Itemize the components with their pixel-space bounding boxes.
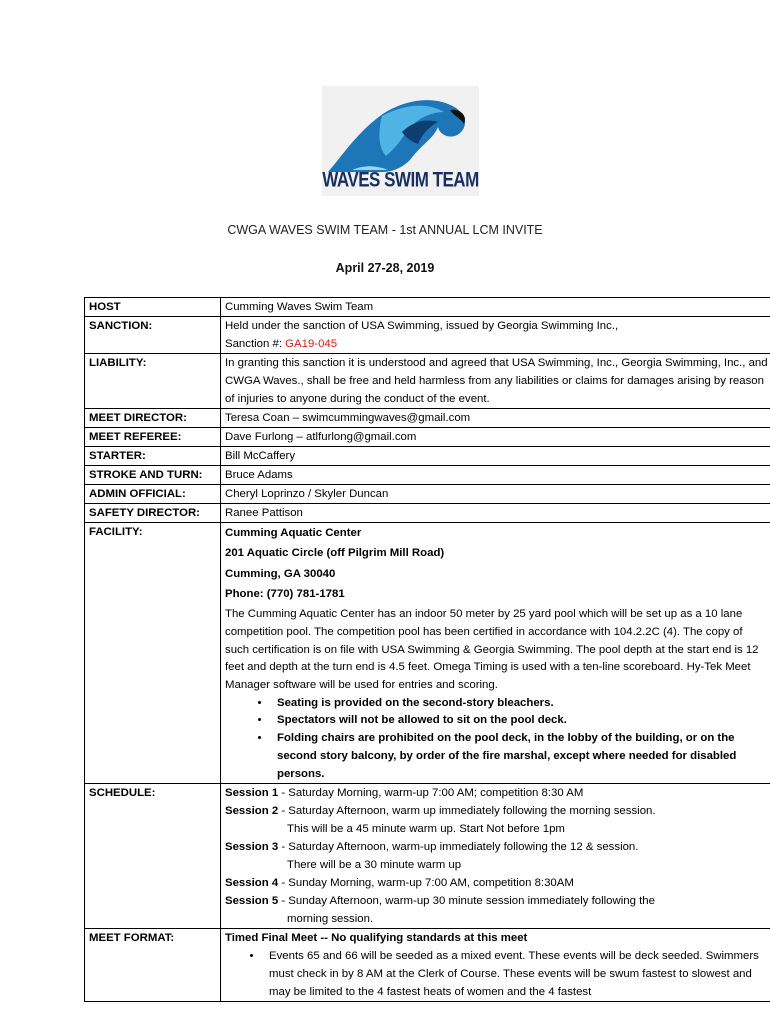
row-host bbox=[85, 298, 770, 317]
session-text: - Sunday Afternoon, warm-up 30 minute session immediately following the bbox=[278, 895, 655, 908]
meet-info-table bbox=[84, 297, 770, 1002]
facility-city: Cumming, GA 30040 bbox=[225, 567, 336, 580]
session-note: morning session. bbox=[287, 913, 374, 926]
meet-format-value bbox=[221, 929, 770, 1002]
host-value: Cumming Waves Swim Team bbox=[221, 298, 770, 317]
sanction-label: SANCTION: bbox=[85, 317, 221, 354]
row-liability bbox=[85, 354, 770, 409]
session-name: Session 4 bbox=[225, 877, 279, 890]
row-meet-director bbox=[85, 409, 770, 428]
session-text: - Sunday Morning, warm-up 7:00 AM, competition 8:30AM bbox=[278, 877, 574, 890]
meet-format-label: MEET FORMAT: bbox=[85, 929, 221, 1002]
liability-value: In granting this sanction it is understood and agreed that USA Swimming, Inc., Georgia Swimming, Inc., and CWGA Waves., shall be free and held harmless from any liabilities or claims for damages arising by reason of injuries to anyone during the conduct of the event. bbox=[221, 354, 770, 409]
session-text: - Saturday Morning, warm-up 7:00 AM; competition 8:30 AM bbox=[278, 787, 584, 800]
facility-bullets bbox=[225, 695, 769, 784]
safety-director-value: Ranee Pattison bbox=[221, 504, 770, 523]
session-name: Session 1 bbox=[225, 787, 279, 800]
facility-phone: Phone: (770) 781-1781 bbox=[225, 587, 345, 600]
meet-dates: April 27-28, 2019 bbox=[335, 261, 435, 275]
sanction-value bbox=[221, 317, 770, 354]
row-schedule bbox=[85, 784, 770, 929]
row-safety-director bbox=[85, 504, 770, 523]
row-meet-referee bbox=[85, 428, 770, 447]
schedule-value bbox=[221, 784, 770, 929]
list-item: • Spectators will not be allowed to sit on the pool deck. bbox=[271, 712, 769, 730]
meet-director-value: Teresa Coan – swimcummingwaves@gmail.com bbox=[221, 409, 770, 428]
document-title: CWGA WAVES SWIM TEAM - 1st ANNUAL LCM INVITE bbox=[227, 223, 543, 237]
row-stroke-turn bbox=[85, 466, 770, 485]
session-5 bbox=[225, 892, 769, 910]
session-note: There will be a 30 minute warm up bbox=[287, 859, 462, 872]
row-sanction bbox=[85, 317, 770, 354]
list-item: • Events 65 and 66 will be seeded as a mixed event. These events will be deck seeded. Swimmers must check in by 8 AM at the Clerk of Course. These events will be swum fastest to slowest and may be limited to the 4 fastest heats of women and the 4 fastest bbox=[263, 947, 769, 1001]
session-name: Session 5 bbox=[225, 895, 279, 908]
admin-official-value: Cheryl Loprinzo / Skyler Duncan bbox=[221, 485, 770, 504]
row-starter bbox=[85, 447, 770, 466]
meet-format-heading: Timed Final Meet -- No qualifying standards at this meet bbox=[225, 932, 528, 945]
session-name: Session 2 bbox=[225, 805, 279, 818]
session-name: Session 3 bbox=[225, 841, 279, 854]
starter-label: STARTER: bbox=[85, 447, 221, 466]
meet-referee-label: MEET REFEREE: bbox=[85, 428, 221, 447]
schedule-label: SCHEDULE: bbox=[85, 784, 221, 929]
logo-text: WAVES SWIM TEAM bbox=[322, 167, 479, 192]
session-note: This will be a 45 minute warm up. Start Not before 1pm bbox=[287, 823, 565, 836]
facility-label: FACILITY: bbox=[85, 523, 221, 784]
sanction-number: GA19-045 bbox=[285, 338, 338, 350]
session-3 bbox=[225, 838, 769, 856]
session-4 bbox=[225, 874, 769, 892]
facility-value bbox=[221, 523, 770, 784]
session-text: - Saturday Afternoon, warm up immediately following the morning session. bbox=[278, 805, 656, 818]
row-meet-format bbox=[85, 929, 770, 1002]
stroke-turn-label: STROKE AND TURN: bbox=[85, 466, 221, 485]
row-facility bbox=[85, 523, 770, 784]
facility-description: The Cumming Aquatic Center has an indoor 50 meter by 25 yard pool which will be set up as a 10 lane competition pool. The competition pool has been certified in accordance with 104.2.2C (4). The copy of such certification is on file with USA Swimming & Georgia Swimming. The pool depth at the start end is 12 feet and depth at the turn end is 4.5 feet. Omega Timing is used with a ten-line scoreboard. Hy-Tek Meet Manager software will be used for entries and scoring. bbox=[225, 608, 759, 691]
stroke-turn-value: Bruce Adams bbox=[221, 466, 770, 485]
session-1 bbox=[225, 784, 769, 802]
facility-name: Cumming Aquatic Center bbox=[225, 527, 362, 539]
admin-official-label: ADMIN OFFICIAL: bbox=[85, 485, 221, 504]
safety-director-label: SAFETY DIRECTOR: bbox=[85, 504, 221, 523]
session-2 bbox=[225, 802, 769, 820]
meet-referee-value: Dave Furlong – atlfurlong@gmail.com bbox=[221, 428, 770, 447]
list-item: • Seating is provided on the second-story bleachers. bbox=[271, 695, 769, 713]
facility-address: 201 Aquatic Circle (off Pilgrim Mill Road) bbox=[225, 547, 445, 560]
list-item: • Folding chairs are prohibited on the pool deck, in the lobby of the building, or on the second story balcony, by order of the fire marshal, except where needed for disabled persons. bbox=[271, 730, 769, 783]
session-text: - Saturday Afternoon, warm-up immediately following the 12 & session. bbox=[278, 841, 639, 854]
sanction-text: Held under the sanction of USA Swimming, issued by Georgia Swimming Inc., bbox=[225, 320, 619, 332]
meet-director-label: MEET DIRECTOR: bbox=[85, 409, 221, 428]
row-admin-official bbox=[85, 485, 770, 504]
team-logo bbox=[322, 86, 479, 196]
sanction-number-prefix: Sanction #: bbox=[225, 338, 286, 350]
liability-label: LIABILITY: bbox=[85, 354, 221, 409]
host-label: HOST bbox=[85, 298, 221, 317]
starter-value: Bill McCaffery bbox=[221, 447, 770, 466]
meet-format-bullets bbox=[225, 947, 769, 1001]
